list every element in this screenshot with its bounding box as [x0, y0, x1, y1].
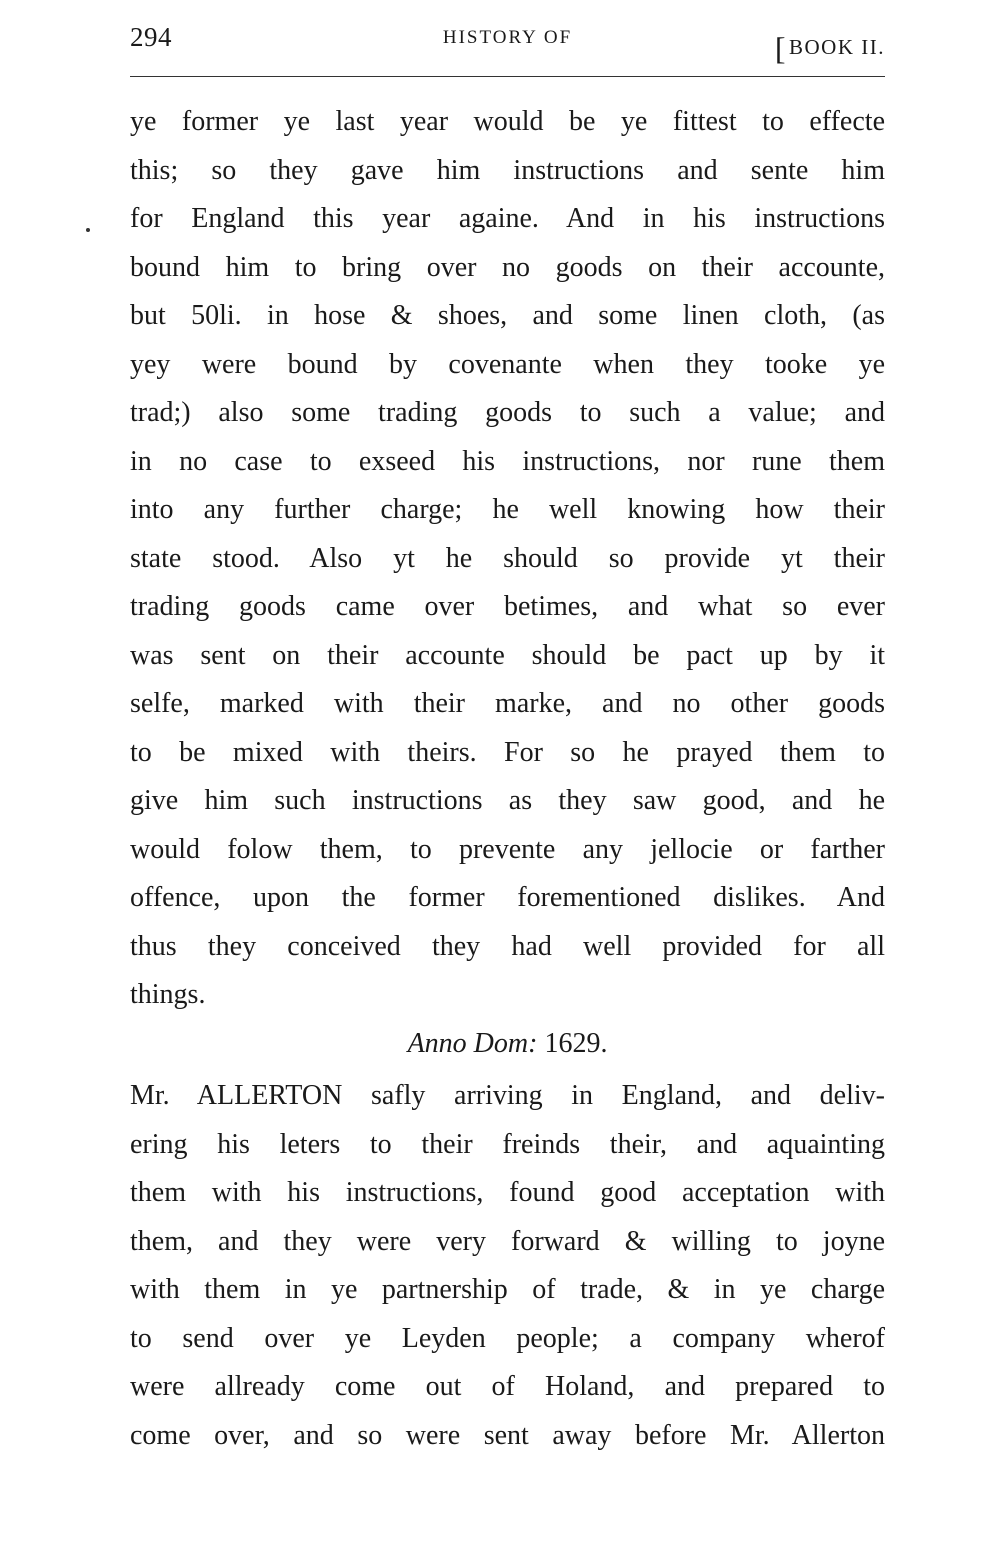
page-number: 294 [130, 22, 172, 52]
text-line: bound him to bring over no goods on their accounte, [130, 251, 885, 283]
text-line: into any further charge; he well knowing how their [130, 494, 885, 525]
year-heading-label: Anno Dom: [407, 1027, 538, 1059]
text-line: trading goods came over betimes, and what so ever [130, 591, 885, 622]
text-line: ye former ye last year would be ye fittest to effecte [130, 106, 885, 137]
header-rule [130, 76, 885, 77]
text-line: to send over ye Leyden people; a company wherof [130, 1322, 885, 1354]
text-line: selfe, marked with their marke, and no other goods [130, 688, 885, 719]
text-line: give him such instructions as they saw good, and he [130, 785, 885, 816]
text-line: to be mixed with theirs. For so he prayed them to [130, 736, 885, 768]
text-line: Mr. ALLERTON safly arriving in England, and deliv- [130, 1080, 885, 1111]
text-line: were allready come out of Holand, and prepared to [130, 1371, 885, 1402]
text-line: trad;) also some trading goods to such a value; and [130, 397, 885, 428]
text-line: would folow them, to prevente any jellocie or farther [130, 833, 885, 865]
body-text [130, 98, 885, 1460]
text-line: them with his instructions, found good acceptation with [130, 1177, 885, 1208]
text-line: yey were bound by covenante when they tooke ye [130, 348, 885, 380]
text-line: come over, and so were sent away before Mr. Allerton [130, 1419, 885, 1451]
book-reference [774, 25, 885, 66]
margin-mark [86, 228, 90, 232]
text-line: in no case to exseed his instructions, nor rune them [130, 445, 885, 477]
text-line: with them in ye partnership of trade, & in ye charge [130, 1274, 885, 1305]
year-heading-year: 1629. [544, 1027, 608, 1059]
text-line: for England this year againe. And in his instructions [130, 203, 885, 234]
text-line: thus they conceived they had well provided for all [130, 930, 885, 962]
text-line: this; so they gave him instructions and sente him [130, 154, 885, 186]
book-label: BOOK II. [789, 35, 885, 59]
running-header [130, 22, 885, 66]
bracket-glyph: [ [774, 30, 787, 66]
text-line: state stood. Also yt he should so provide yt their [130, 542, 885, 574]
text-line: ering his leters to their freinds their, and aquainting [130, 1128, 885, 1160]
text-line: was sent on their accounte should be pact up by it [130, 639, 885, 671]
text-line: but 50li. in hose & shoes, and some linen cloth, (as [130, 300, 885, 331]
paragraph-2 [130, 1072, 885, 1460]
text-line: them, and they were very forward & willing to joyne [130, 1225, 885, 1257]
paragraph-1 [130, 98, 885, 1020]
running-title: HISTORY OF [442, 27, 573, 48]
text-line: things. [130, 979, 206, 1010]
text-line: offence, upon the former forementioned dislikes. And [130, 882, 885, 913]
year-heading [130, 1020, 885, 1069]
